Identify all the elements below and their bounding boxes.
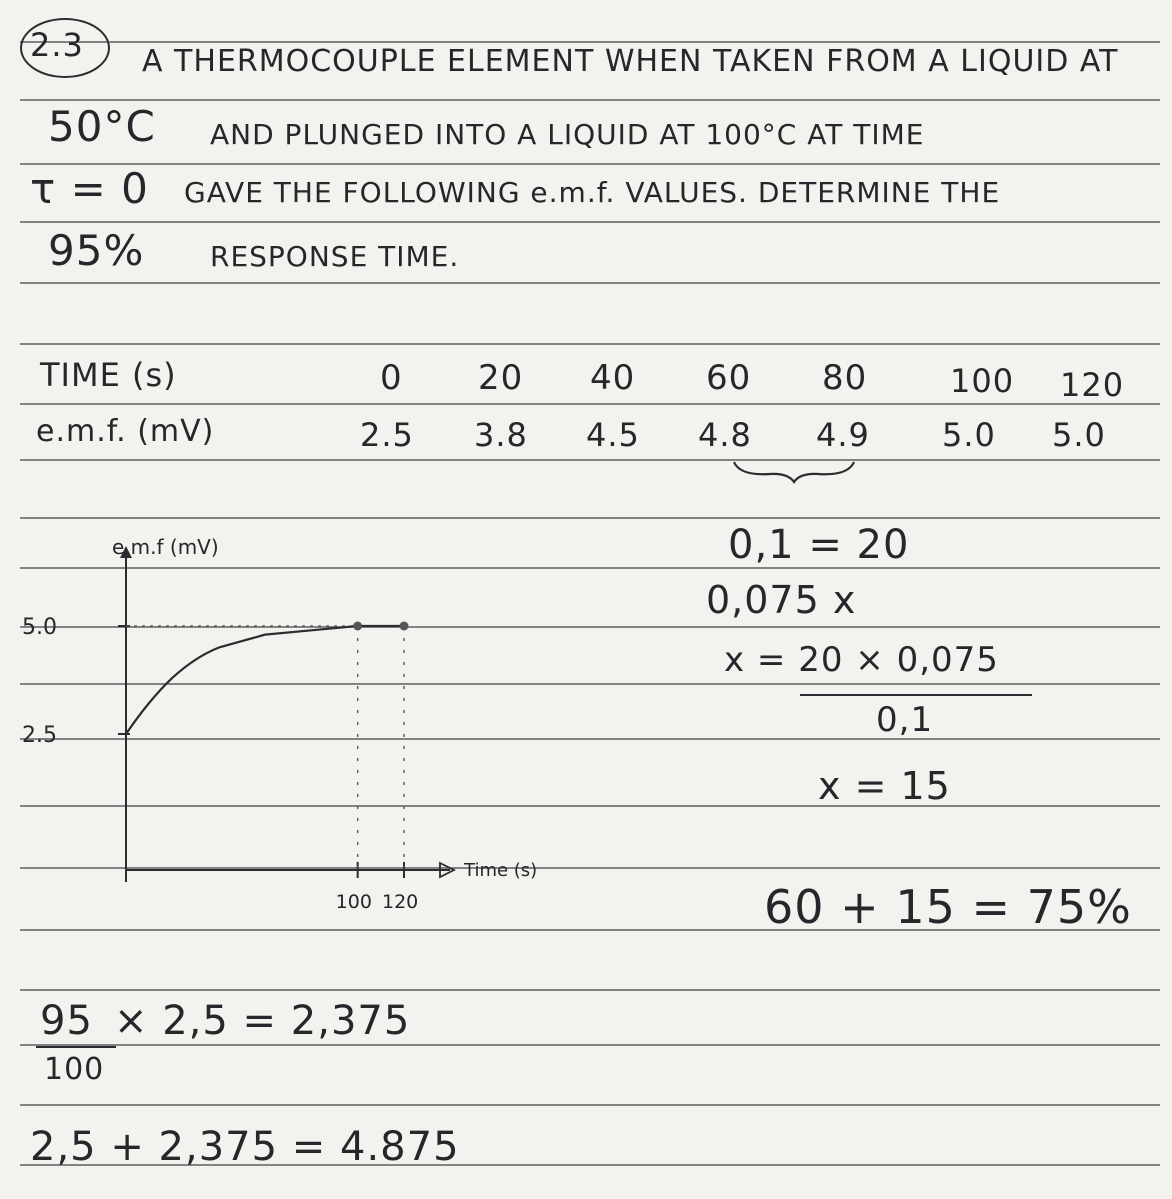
work-ratio-1: 0,1 = 20	[728, 522, 910, 568]
emf-time-chart	[20, 530, 538, 913]
work-bottom-sum: 2,5 + 2,375 = 4.875	[30, 1124, 460, 1170]
problem-line-1: A THERMOCOUPLE ELEMENT WHEN TAKEN FROM A LIQUID AT	[142, 44, 1119, 79]
y-axis-label: e.m.f (mV)	[112, 535, 219, 559]
table-emf-value: 2.5	[360, 416, 414, 454]
work-result-x: x = 15	[818, 764, 951, 808]
table-emf-value: 4.8	[698, 416, 752, 454]
table-time-value: 0	[380, 358, 403, 398]
problem-time-zero: τ = 0	[30, 164, 149, 213]
table-emf-value: 4.9	[816, 416, 870, 454]
table-time-value: 80	[822, 358, 868, 398]
problem-percentage: 95%	[48, 226, 145, 275]
table-emf-value: 5.0	[1052, 416, 1106, 454]
work-solve-numerator: x = 20 × 0,075	[724, 640, 999, 680]
table-emf-value: 4.5	[586, 416, 640, 454]
problem-line-4: RESPONSE TIME.	[210, 240, 460, 273]
table-emf-label: e.m.f. (mV)	[36, 414, 215, 449]
work-bottom-100: 100	[44, 1052, 105, 1087]
x-axis-label: Time (s)	[464, 860, 538, 881]
table-time-value: 100	[950, 362, 1015, 400]
work-solve-denominator: 0,1	[876, 700, 934, 740]
work-ratio-2: 0,075 x	[706, 578, 857, 622]
table-time-value: 40	[590, 358, 636, 398]
table-emf-value: 5.0	[942, 416, 996, 454]
problem-line-3: GAVE THE FOLLOWING e.m.f. VALUES. DETERMINE THE	[184, 176, 1001, 209]
work-final-sum: 60 + 15 = 75%	[764, 880, 1132, 934]
emf-curve	[126, 626, 404, 734]
work-bottom-product: × 2,5 = 2,375	[114, 998, 411, 1044]
problem-number: 2.3	[30, 26, 84, 64]
table-time-value: 60	[706, 358, 752, 398]
problem-line-2: AND PLUNGED INTO A LIQUID AT 100°C AT TIME	[210, 118, 925, 151]
table-emf-value: 3.8	[474, 416, 528, 454]
table-time-value: 120	[1060, 366, 1125, 404]
fraction-bar-bottom	[36, 1046, 116, 1048]
y-tick-label: 2.5	[22, 723, 57, 748]
y-tick-label: 5.0	[22, 615, 57, 640]
work-bottom-95: 95	[40, 998, 93, 1044]
problem-start-temperature: 50°C	[48, 102, 156, 151]
x-tick-label: 120	[382, 891, 419, 913]
brace-mark	[730, 456, 860, 486]
data-point	[400, 622, 409, 631]
x-tick-label: 100	[335, 891, 372, 913]
table-time-value: 20	[478, 358, 524, 398]
data-point	[353, 622, 362, 631]
fraction-bar	[800, 694, 1032, 696]
table-time-label: TIME (s)	[40, 356, 177, 394]
